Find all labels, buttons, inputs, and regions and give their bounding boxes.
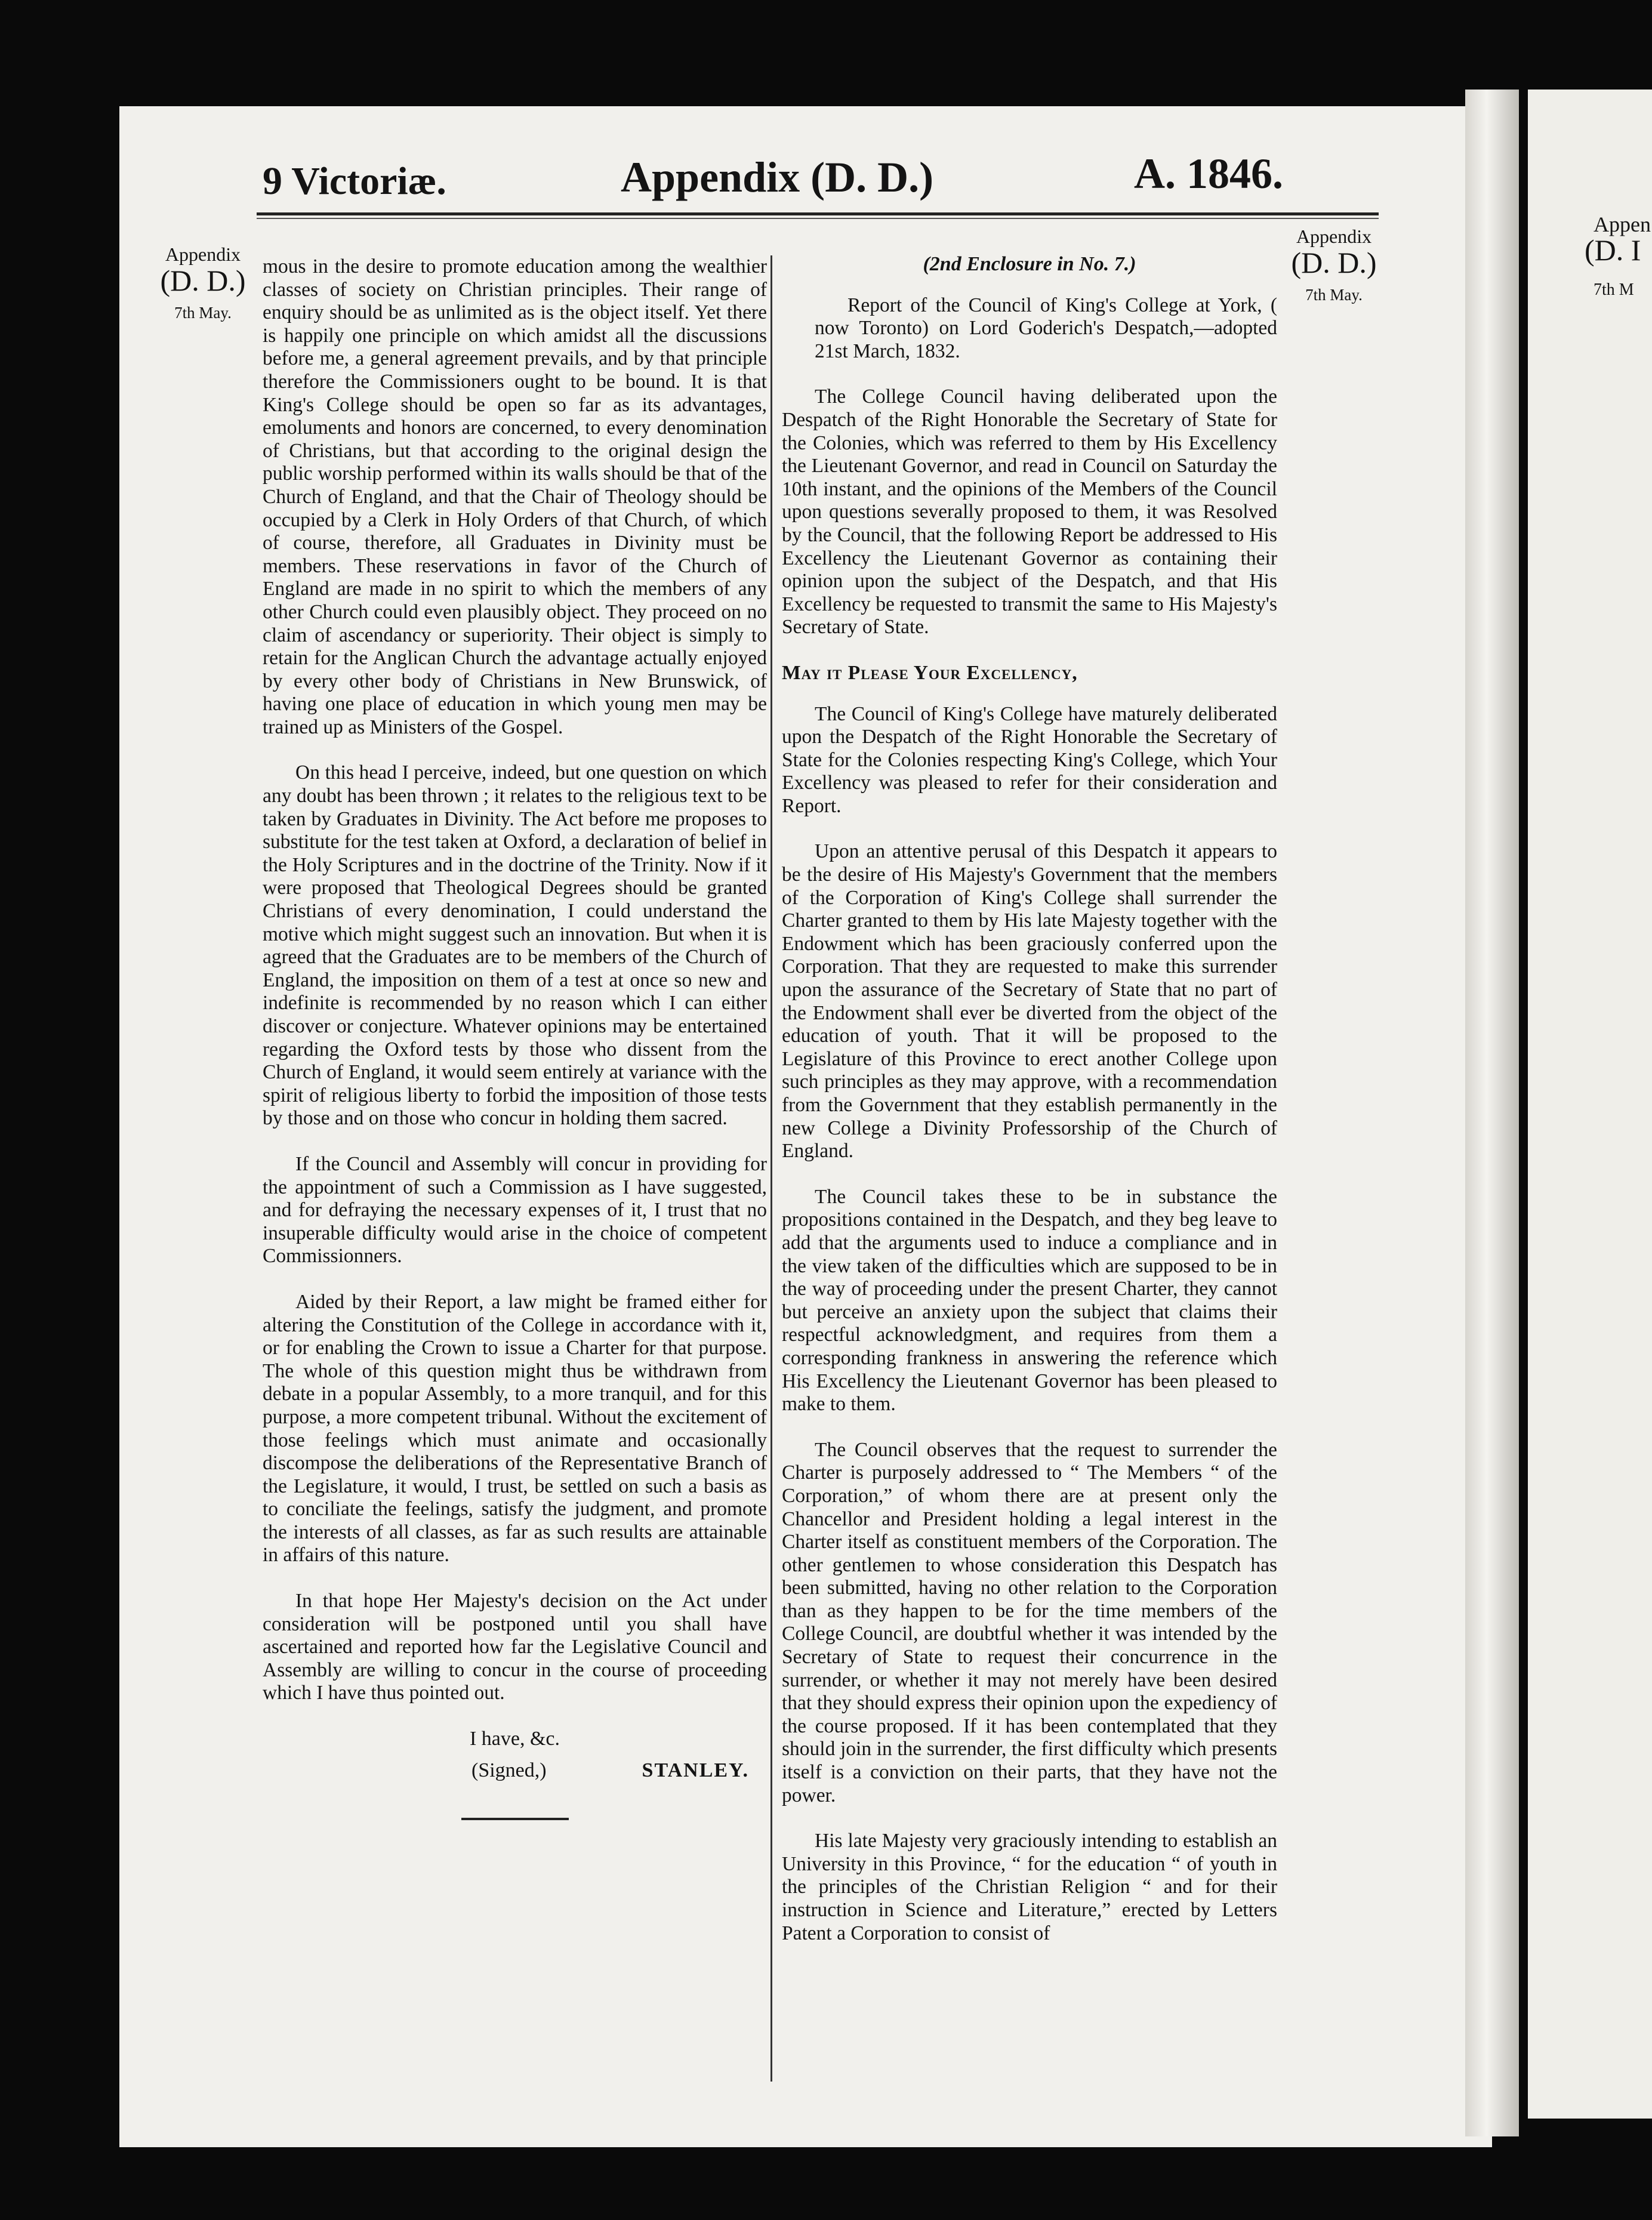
paragraph: mous in the desire to promote education among the wealthier classes of society on Christian principles. Their range of enquiry should be as unlimited as is the object itself. Yet there is happily one principle on which amidst all the discussions before me, a general agreement prevails, and by that principle therefore the Commissioners ought to be bound. It is that King's College should be open so far as its advantages, emoluments and honors are concerned, to every denomination of Christians, but that according to the original design the public worship performed within its walls should be that of the Church of England, and that the Chair of Theology should be occupied by a Clerk in Holy Orders of that Church, of which of course, therefore, all Graduates in Divinity must be members. These reservations in favor of the Church of England are made in no spirit to which the members of any other Church could even plausibly object. They proceed on no claim of ascendancy or superiority. Their object is simply to retain for the Anglican Church the advantage actually enjoyed by every other body of Christians in New Brunswick, of having one place of education in which young men may be trained up as Ministers of the Gospel. bbox=[263, 255, 767, 738]
closing-signature bbox=[263, 1759, 767, 1783]
header-appendix: Appendix (D. D.) bbox=[621, 153, 934, 201]
right-column bbox=[782, 253, 1277, 1968]
page-content bbox=[119, 106, 1492, 2147]
paragraph: His late Majesty very graciously intending to establish an University in this Province, “ for the education “ of youth in the principles of the Christian Religion “ and for their instruction in Science and Literature,” erected by Letters Patent a Corporation to consist of bbox=[782, 1830, 1277, 1944]
paragraph: Upon an attentive perusal of this Despatch it appears to be the desire of His Majesty's Government that the members of the Corporation of King's College shall surrender the Charter granted to them by His late Majesty together with the Endowment which has been graciously conferred upon the Corporation. That they are requested to make this surrender upon the assurance of the Secretary of State that no part of the Endowment shall ever be diverted from the object of the education of youth. That it will be proposed to the Legislature of this Province to erect another College upon such principles as they may approve, with a recommendation from the Government that they establish permanently in the new College a Divinity Professorship of the Church of England. bbox=[782, 840, 1277, 1163]
closing-rule bbox=[461, 1818, 569, 1820]
report-title: Report of the Council of King's College at York, ( now Toronto) on Lord Goderich's Despatch,—adopted 21st March, 1832. bbox=[815, 294, 1277, 362]
signatory-name: STANLEY. bbox=[642, 1759, 749, 1781]
header-session: 9 Victoriæ. bbox=[263, 159, 446, 203]
paragraph: In that hope Her Majesty's decision on the Act under consideration will be postponed until you shall have ascertained and reported how far the Legislative Council and Assembly are willing to concur in the course of proceeding which I have thus pointed out. bbox=[263, 1590, 767, 1704]
margin-appendix: Appendix bbox=[165, 243, 241, 265]
signed-label: (Signed,) bbox=[471, 1759, 547, 1781]
facing-appendix-label: Appen bbox=[1594, 212, 1651, 236]
closing-have: I have, &c. bbox=[469, 1728, 560, 1750]
paragraph: Aided by their Report, a law might be framed either for altering the Constitution of the College in accordance with it, or for enabling the Crown to issue a Charter for that purpose. The whole of this question might thus be withdrawn from debate in a popular Assembly, to a more tranquil, and for this purpose, a more competent tribunal. Without the excitement of those feelings which must animate and occasionally discompose the deliberations of the Representative Branch of the Legislature, it would, I trust, be settled on such a basis as to conciliate the feelings, satisfy the judgment, and promote the interests of all classes, as far as such results are attainable in affairs of this nature. bbox=[263, 1290, 767, 1567]
paragraph: If the Council and Assembly will concur in providing for the appointment of such a Commission as I have suggested, and for defraying the necessary expenses of it, I trust that no insuperable difficulty would arise in the choice of competent Commissionners. bbox=[263, 1152, 767, 1268]
margin-date: 7th May. bbox=[1305, 286, 1363, 304]
facing-date-label: 7th M bbox=[1594, 280, 1634, 299]
salutation: May it Please Your Excellency, bbox=[782, 661, 1078, 684]
paragraph: The Council observes that the request to surrender the Charter is purposely addressed to “ The Members “ of the Corporation,” of whom there are at present only the Chancellor and President holding a legal interest in the Charter itself as constituent members of the Corporation. The other gentlemen to whose consideration this Despatch has been submitted, having no other relation to the Corporation than as they happen to be for the time members of the College Council, are doubtful whether it was intended by the Secretary of State to request their concurrence in the surrender, or whether it may not merely have been desired that they should express their opinion upon the expediency of the course proposed. If it has been contemplated that they should join in the surrender, the first difficulty which presents itself is a conviction on their parts, that they have not the power. bbox=[782, 1438, 1277, 1806]
margin-note-right bbox=[1277, 226, 1391, 304]
header-year: A. 1846. bbox=[1134, 150, 1283, 198]
left-column bbox=[263, 255, 767, 1820]
paragraph: The Council takes these to be in substance the propositions contained in the Despatch, and they beg leave to add that the arguments used to induce a compliance and in the view taken of the difficulties which are supposed to be in the way of proceeding under the present Charter, they cannot but perceive an anxiety upon the subject that claims their respectful acknowledgment, and requires from them a corresponding frankness in answering the reference which His Excellency the Lieutenant Governor has been pleased to make to them. bbox=[782, 1185, 1277, 1416]
facing-page-fragment bbox=[1528, 90, 1652, 2119]
margin-date: 7th May. bbox=[174, 304, 232, 322]
margin-dd: (D. D.) bbox=[1291, 246, 1377, 279]
enclosure-title: (2nd Enclosure in No. 7.) bbox=[923, 253, 1136, 275]
column-divider bbox=[770, 255, 772, 2082]
margin-appendix: Appendix bbox=[1296, 226, 1372, 247]
paragraph: On this head I perceive, indeed, but one question on which any doubt has been thrown ; it relates to the religious text to be taken by Graduates in Divinity. The Act before me proposes to substitute for the test taken at Oxford, a declaration of belief in the Holy Scriptures and in the doctrine of the Trinity. Now if it were proposed that Theological Degrees should be granted Christians of every denomination, I could understand the motive which might suggest such an innovation. But when it is agreed that the Graduates are to be members of the Church of England, the imposition on them of a test at once so new and indefinite is recommended by no reason which I can either discover or conjecture. Whatever opinions may be entertained regarding the Oxford tests by those who dissent from the Church of England, it would seem entirely at variance with the spirit of religious liberty to forbid the imposition of those tests by those and on those who concur in holding them sacred. bbox=[263, 761, 767, 1130]
margin-note-left bbox=[146, 243, 260, 322]
paragraph: The Council of King's College have maturely deliberated upon the Despatch of the Right Honorable the Secretary of State for the Colonies respecting King's College, which Your Excellency was pleased to refer for their consideration and Report. bbox=[782, 702, 1277, 817]
paragraph: The College Council having deliberated upon the Despatch of the Right Honorable the Secretary of State for the Colonies, which was referred to them by His Excellency the Lieutenant Governor, and read in Council on Saturday the 10th instant, and the opinions of the Members of the Council upon questions severally proposed to them, it was Resolved by the Council, that the following Report be addressed to His Excellency the Lieutenant Governor as containing their opinion upon the subject of the Despatch, and that His Excellency be requested to transmit the same to His Majesty's Secretary of State. bbox=[782, 386, 1277, 639]
header-rule bbox=[257, 212, 1379, 219]
facing-dd-label: (D. I bbox=[1585, 233, 1641, 267]
margin-dd: (D. D.) bbox=[160, 264, 246, 297]
